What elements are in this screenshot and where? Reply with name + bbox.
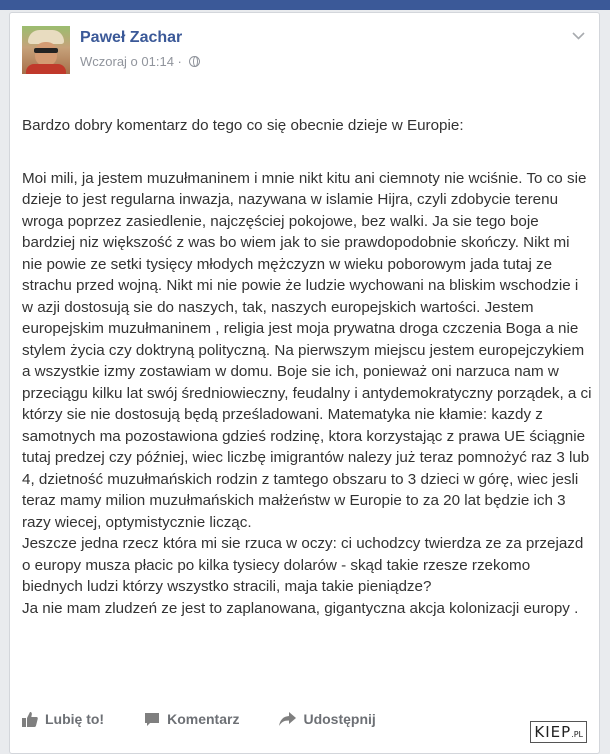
comment-label: Komentarz: [167, 711, 240, 727]
post-text: [22, 93, 592, 641]
share-label: Udostępnij: [303, 711, 376, 727]
kiep-watermark: [530, 721, 587, 743]
author-name[interactable]: Paweł Zachar: [80, 29, 183, 46]
chevron-down-icon[interactable]: [572, 27, 585, 43]
share-icon: [279, 712, 296, 726]
post-body: Moi mili, ja jestem muzułmaninem i mnie nikt kitu ani ciemnoty nie wciśnie. To co sie dzieje to jest regularna inwazja, nazywana w islamie Hijra, czyli zdobycie terenu wroga poprzez zasiedlenie, najczęściej pokojowe, bez walki. Ja sie tego boje bardziej niz większość z was bo wiem jak to sie prawdopodobnie skończy. Nikt mi nie powie ze setki tysięcy młodych mężczyzn w wieku poborowym jada tutaj ze strachu przed wojną. Nikt mi nie powie że ludzie wychowani na bliskim wschodzie i w azji dostosują sie do naszych, tak, naszych europejskich wartości. Jestem europejskim muzułmaninem , religia jest moja prywatna droga czczenia Boga a nie stylem życia czy doktryną polityczną. Na pierwszym miejscu jestem europejczykiem a wszystkie izmy zostawiam w domu. Boje sie ich, ponieważ oni narzuca nam w przeciągu kilku lat swój średniowieczny, feudalny i antydemokratyczny porządek, a ci którzy sie nie dostosują będą prześladowani. Matematyka nie kłamie: kazdy z samotnych ma pozostawiona gdzieś rodzinę, ktora korzystając z prawa UE ściągnie tutaj predzej czy później, wiec liczbę imigrantów nalezy już teraz pomnożyć raz 3 lub 4, dzietność muzułmańskich rodzin z tamtego obszaru to 3 dzieci w górę, wiec jesli teraz mamy milion muzułmańskich małżeństw w Europie to za 20 lat będzie ich 3 razy wiecej, optymistycznie licząc. Jeszcze jedna rzecz która mi sie rzuca w oczy: ci uchodzcy twierdza ze za przejazd o europy musza płacic po kilka tysiecy dolarów - skąd takie rzesze rzekomo biednych ludzi którzy wszystko stracili, maja takie pieniądze? Ja nie mam zludzeń ze jest to zaplanowana, gigantyczna akcja kolonizacji europy .: [22, 169, 592, 617]
watermark-suffix: .PL: [571, 730, 583, 739]
avatar-face: [35, 42, 57, 66]
comment-icon: [144, 712, 160, 727]
globe-icon[interactable]: [189, 56, 200, 67]
avatar[interactable]: [22, 26, 70, 74]
avatar-sunglasses: [34, 48, 58, 53]
like-button[interactable]: [22, 711, 104, 727]
like-icon: [22, 712, 38, 727]
post-card: [9, 12, 600, 754]
post-actions: [22, 711, 416, 727]
post-intro: Bardzo dobry komentarz do tego co się obecnie dzieje w Europie:: [22, 116, 464, 134]
share-button[interactable]: [279, 711, 375, 727]
facebook-top-bar: [0, 0, 610, 10]
like-label: Lubię to!: [45, 711, 105, 727]
watermark-main: KIEP: [534, 723, 572, 741]
avatar-shirt: [26, 64, 66, 74]
comment-button[interactable]: [144, 711, 239, 727]
post-timestamp[interactable]: Wczoraj o 01:14 ·: [80, 54, 182, 69]
post-meta: [80, 54, 200, 69]
